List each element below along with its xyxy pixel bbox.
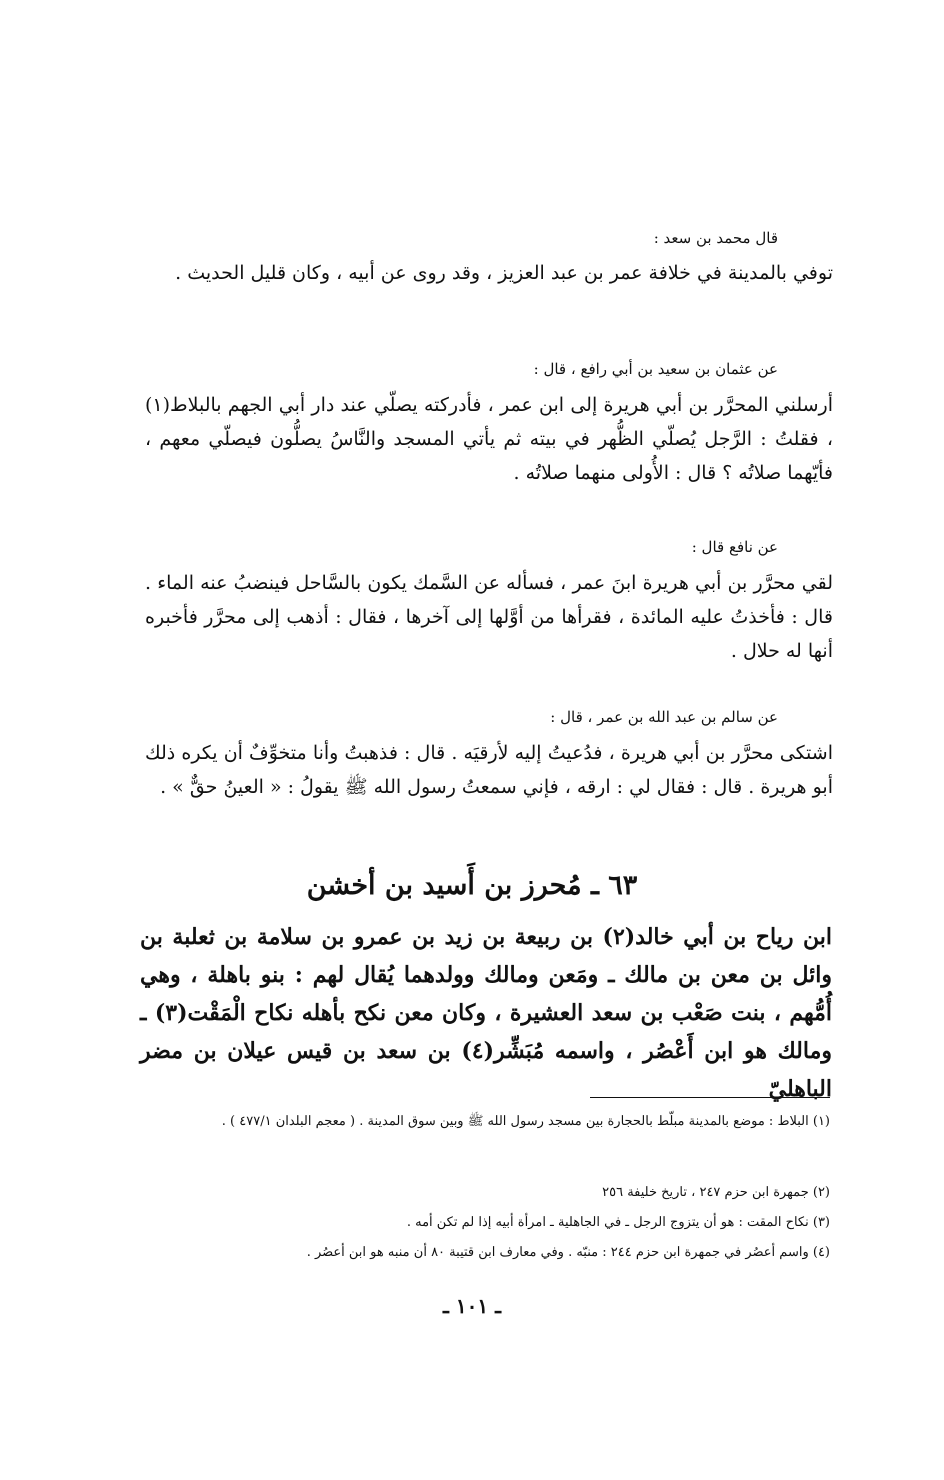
paragraph-2: أرسلني المحرَّر بن أبي هريرة إلى ابن عمر ، فأدركته يصلّي عند دار أبي الجهم بالبلاط(١) ، فقلتُ : الرَّجل يُصلّي الظُّهر في بيته ثم يأتي المسجد والنَّاسُ يصلُّون فيصلّي معهم ، فأيّهما صلاتُه ؟ قال : الأُولى منهما صلاتُه . bbox=[145, 394, 833, 484]
footnote-4: (٤) واسم أعصُر في جمهرة ابن حزم ٢٤٤ : منبّه . وفي معارف ابن قتيبة ٨٠ أن منبه هو ابن أعصُر . bbox=[306, 1245, 830, 1260]
footnote-3: (٣) نكاح المقت : هو أن يتزوج الرجل ـ في الجاهلية ـ امرأة أبيه إذا لم تكن أمه . bbox=[406, 1215, 830, 1230]
isnad-line-3: عن نافع قال : bbox=[691, 538, 778, 556]
paragraph-4: اشتكى محرَّر بن أبي هريرة ، فدُعيتُ إليه لأرقيَه . قال : فذهبتُ وأنا متخوِّفٌ أن يكره ذلك أبو هريرة . قال : فقال لي : ارقه ، فإني سمعتُ رسول الله ﷺ يقولُ : « العينُ حقٌّ » . bbox=[145, 742, 833, 798]
entry-heading: ٦٣ ـ مُحرز بن أَسيد بن أخشن bbox=[306, 870, 638, 901]
isnad-line-2: عن عثمان بن سعيد بن أبي رافع ، قال : bbox=[533, 360, 778, 378]
isnad-line-1: قال محمد بن سعد : bbox=[653, 229, 778, 247]
paragraph-1: توفي بالمدينة في خلافة عمر بن عبد العزيز ، وقد روى عن أبيه ، وكان قليل الحديث . bbox=[175, 262, 833, 284]
biography-paragraph: ابن رياح بن أبي خالد(٢) بن ربيعة بن زيد بن عمرو بن سلامة بن ثعلبة بن وائل بن معن بن مالك ـ ومَعن ومالك وولدهما يُقال لهم : بنو باهلة ، وهي أُمُّهم ، بنت صَعْب بن سعد العشيرة ، وكان معن نكح بأهله نكاح الْمَقْت(٣) ـ ومالك هو ابن أَعْصُر ، واسمه مُبَشِّر(٤) بن سعد بن قيس عيلان بن مضر الباهليّ bbox=[140, 924, 833, 1102]
isnad-line-4: عن سالم بن عبد الله بن عمر ، قال : bbox=[550, 708, 778, 726]
footnote-2: (٢) جمهرة ابن حزم ٢٤٧ ، تاريخ خليفة ٢٥٦ bbox=[602, 1185, 830, 1200]
page-number: ـ ١٠١ ـ bbox=[443, 1294, 501, 1318]
footnote-separator bbox=[590, 1097, 830, 1098]
footnote-1: (١) البلاط : موضع بالمدينة مبلّط بالحجارة بين مسجد رسول الله ﷺ وبين سوق المدينة . ( معجم البلدان ٤٧٧/١ ) . bbox=[221, 1114, 830, 1129]
paragraph-3: لقي محرَّر بن أبي هريرة ابنَ عمر ، فسأله عن السَّمك يكون بالسَّاحل فينضبُ عنه الماء . قال : فأخذتُ عليه المائدة ، فقرأها من أوَّلها إلى آخرها ، فقال : أذهب إلى محرَّر فأخبره أنها له حلال . bbox=[145, 572, 833, 662]
